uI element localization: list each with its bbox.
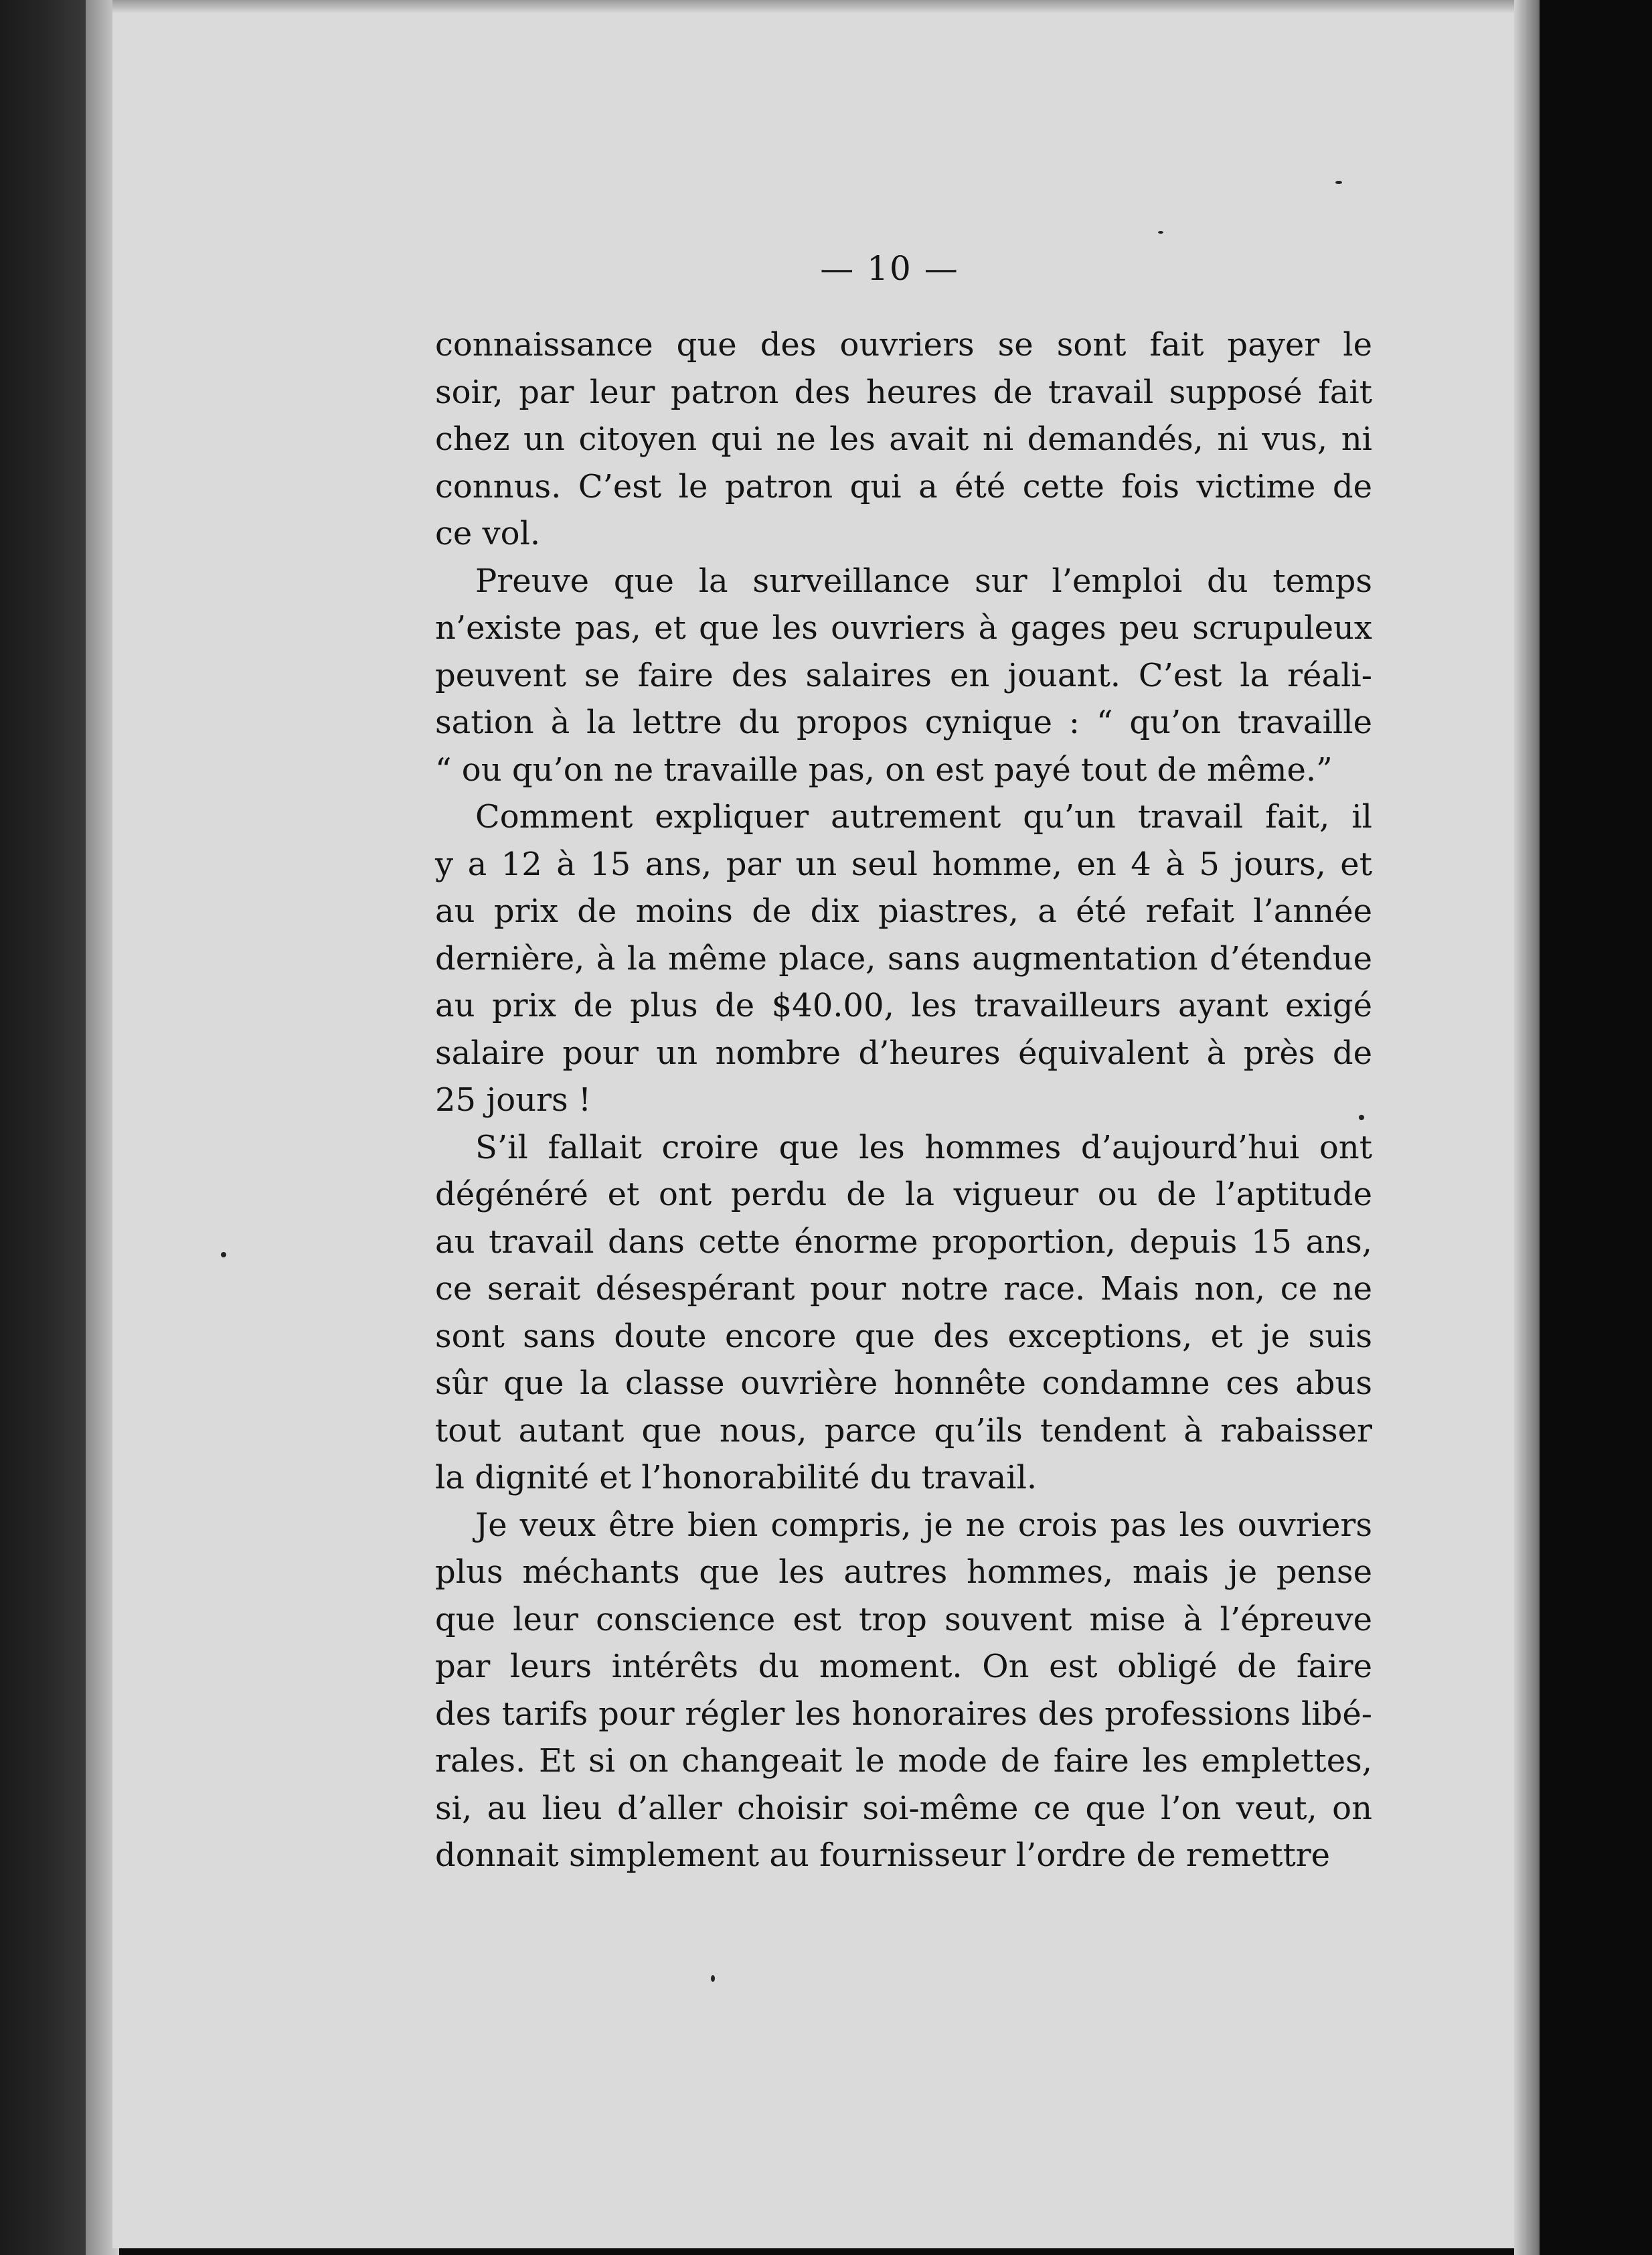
scan-right-edge-shadow [1514,0,1541,2255]
dust-speck [711,1975,715,1982]
page-number [0,249,1652,288]
text-line: “ ou qu’on ne travaille pas, on est payé tout de même.” [435,751,1333,789]
text-line: S’il fallait croire que les hommes d’aujourd’hui ont [475,1128,1372,1166]
paragraph [435,1502,1372,1879]
text-line: 25 jours ! [435,1081,592,1119]
text-line: chez un citoyen qui ne les avait ni demandés, ni vus, ni [435,420,1372,458]
dust-speck [1335,181,1342,184]
text-line: Comment expliquer autrement qu’un travail fait, il [475,798,1372,836]
body-text [435,321,1372,1879]
text-line: ce vol. [435,515,541,552]
paragraph [435,793,1372,1124]
text-line: des tarifs pour régler les honoraires des professions libé- [435,1695,1372,1733]
text-line: la dignité et l’honorabilité du travail. [435,1459,1038,1496]
text-line: au travail dans cette énorme proportion, depuis 15 ans, [435,1223,1372,1261]
scan-right-margin [1540,0,1652,2255]
text-line: tout autant que nous, parce qu’ils tendent à rabaisser [435,1411,1372,1450]
text-line: peuvent se faire des salaires en jouant. C’est la réali- [435,656,1372,694]
text-line: Je veux être bien compris, je ne crois pas les ouvriers [475,1506,1372,1544]
text-line: connus. C’est le patron qui a été cette fois victime de [435,467,1372,506]
text-line: par leurs intérêts du moment. On est obligé de faire [435,1648,1372,1685]
text-line: dégénéré et ont perdu de la vigueur ou de l’aptitude [435,1176,1372,1213]
text-line: connaissance que des ouvriers se sont fait payer le [435,326,1372,364]
scan-left-margin [0,0,87,2255]
text-line: y a 12 à 15 ans, par un seul homme, en 4 à 5 jours, et [435,845,1372,883]
text-line: sation à la lettre du propos cynique : “ qu’on travaille [435,704,1372,741]
scan-top-edge-shadow [112,0,1525,13]
paragraph [435,321,1372,558]
dust-speck [1158,231,1163,234]
page-number-text: — 10 — [820,249,959,288]
text-line: plus méchants que les autres hommes, mais je pense [435,1553,1372,1591]
text-line: au prix de moins de dix piastres, a été refait l’année [435,892,1372,930]
text-line: sont sans doute encore que des exceptions, et je suis [435,1317,1372,1355]
text-line: que leur conscience est trop souvent mise à l’épreuve [435,1600,1372,1638]
text-line: Preuve que la surveillance sur l’emploi du temps [475,562,1372,600]
dust-speck [221,1252,226,1257]
text-line: au prix de plus de $40.00, les travailleurs ayant exigé [435,987,1372,1024]
text-line: rales. Et si on changeait le mode de faire les emplettes, [435,1742,1372,1780]
text-line: salaire pour un nombre d’heures équivalent à près de [435,1034,1372,1072]
text-line: donnait simplement au fournisseur l’ordre de remettre [435,1837,1331,1874]
paragraph [435,1124,1372,1502]
text-line: sûr que la classe ouvrière honnête condamne ces abus [435,1365,1372,1402]
text-line: ce serait désespérant pour notre race. Mais non, ce ne [435,1270,1372,1308]
text-line: soir, par leur patron des heures de travail supposé fait [435,373,1372,411]
text-line: dernière, à la même place, sans augmentation d’étendue [435,939,1372,978]
paragraph [435,558,1372,794]
text-line: si, au lieu d’aller choisir soi-même ce que l’on veut, on [435,1789,1372,1827]
text-line: n’existe pas, et que les ouvriers à gages peu scrupuleux [435,609,1372,647]
